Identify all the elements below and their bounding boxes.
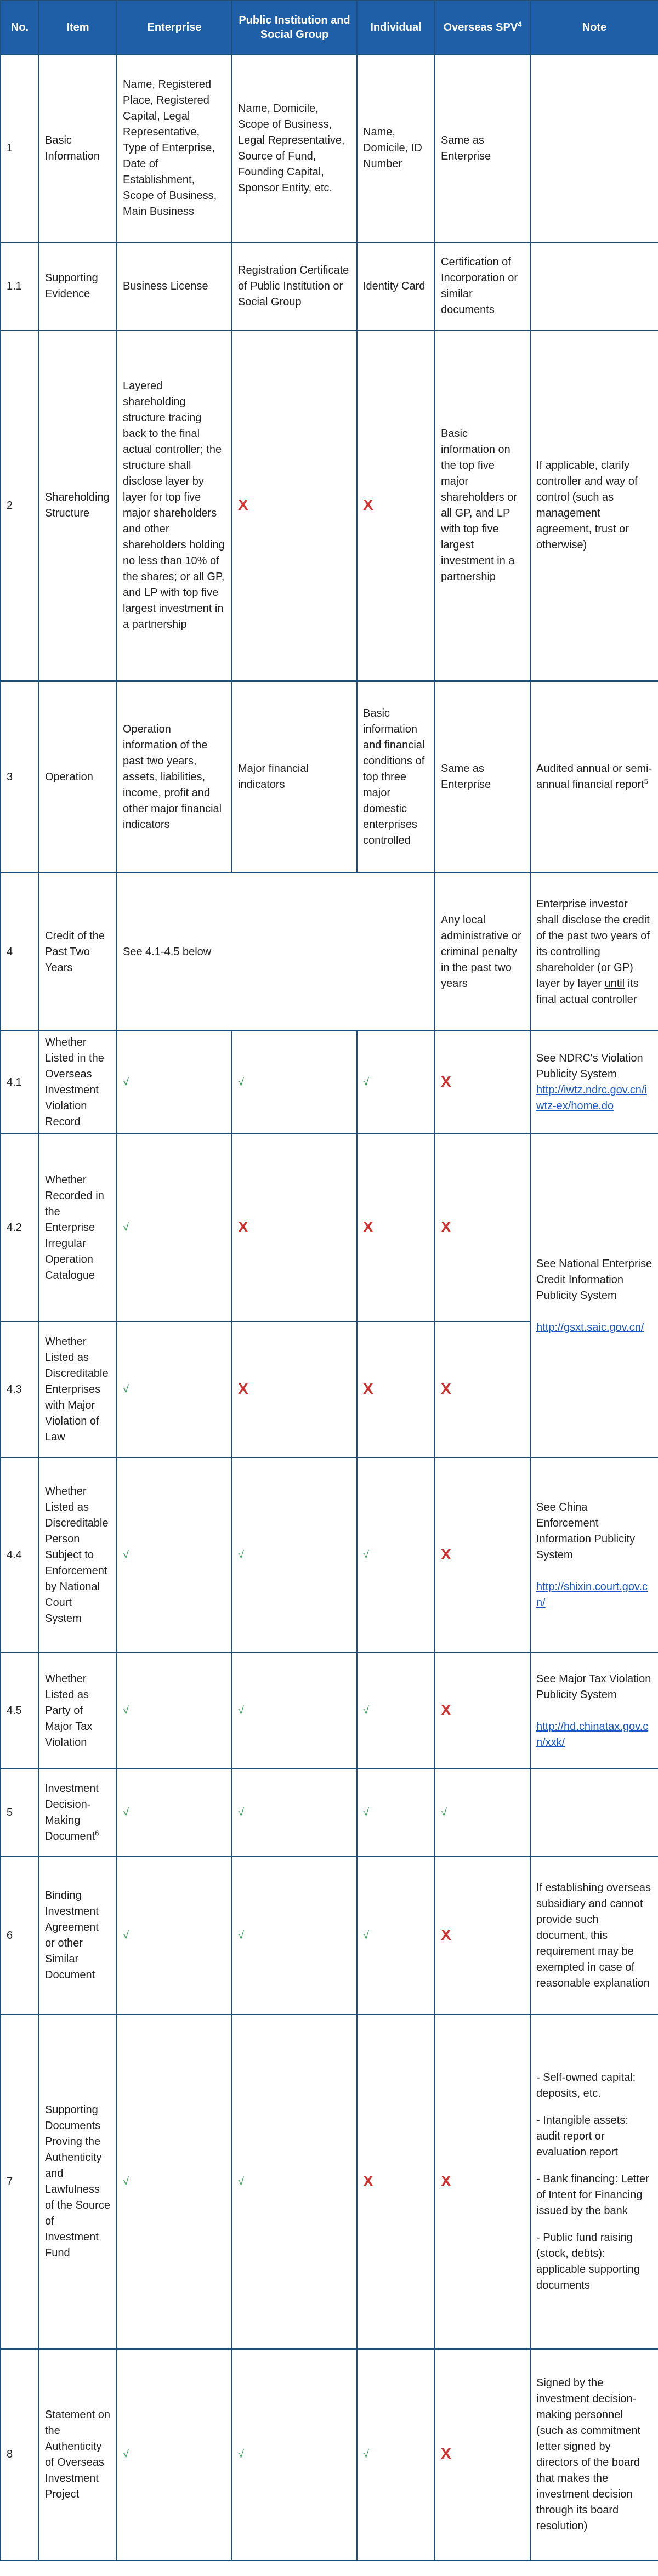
- cell-public-institution: [232, 1857, 357, 2015]
- cell-note: Signed by the investment decision-making personnel (such as commitment letter signed by directors of the board that makes the investment decision through its board resolution): [530, 2349, 658, 2560]
- cell-public-institution: Name, Domicile, Scope of Business, Legal Representative, Source of Fund, Founding Capital, Sponsor Entity, etc.: [232, 54, 357, 242]
- cell-public-institution: [232, 2349, 357, 2560]
- cell-note: [530, 54, 658, 242]
- table-row: [1, 242, 658, 330]
- check-mark-icon: √: [123, 2448, 129, 2460]
- cell-note: [530, 1653, 658, 1769]
- row-no: 2: [1, 330, 39, 681]
- row-item: Credit of the Past Two Years: [39, 873, 117, 1031]
- cross-mark-icon: X: [441, 1926, 451, 1943]
- cell-enterprise: [117, 1134, 232, 1321]
- cell-public-institution: [232, 1769, 357, 1857]
- shixin-link[interactable]: http://shixin.court.gov.cn/: [536, 1580, 648, 1609]
- cell-public-institution: Registration Certificate of Public Institution or Social Group: [232, 242, 357, 330]
- check-mark-icon: √: [363, 1929, 369, 1942]
- row-item: Whether Listed as Discreditable Enterprises with Major Violation of Law: [39, 1321, 117, 1457]
- cross-mark-icon: X: [441, 1545, 451, 1563]
- cross-mark-icon: X: [363, 2172, 373, 2189]
- cell-overseas-spv: [435, 1857, 530, 2015]
- row-item: Whether Recorded in the Enterprise Irregular Operation Catalogue: [39, 1134, 117, 1321]
- cell-note: [530, 242, 658, 330]
- check-mark-icon: √: [123, 1076, 129, 1088]
- check-mark-icon: √: [238, 1076, 244, 1088]
- row-no: 4.5: [1, 1653, 39, 1769]
- header-row: [1, 1, 658, 54]
- check-mark-icon: √: [238, 2175, 244, 2188]
- note-text: See National Enterprise Credit Information Publicity System: [536, 1257, 653, 1302]
- cell-note: If establishing overseas subsidiary and cannot provide such document, this requirement may be exempted in case of reasonable explanation: [530, 1857, 658, 2015]
- cell-public-institution: [232, 2015, 357, 2349]
- cell-public-institution: [232, 1653, 357, 1769]
- table-row: [1, 330, 658, 681]
- cell-overseas-spv: Any local administrative or criminal penalty in the past two years: [435, 873, 530, 1031]
- chinatax-link[interactable]: http://hd.chinatax.gov.cn/xxk/: [536, 1720, 649, 1749]
- cell-note: [530, 1457, 658, 1653]
- note-text: See NDRC's Violation Publicity System: [536, 1052, 643, 1080]
- check-mark-icon: √: [238, 1548, 244, 1561]
- row-no: 7: [1, 2015, 39, 2349]
- cell-overseas-spv: [435, 1769, 530, 1857]
- note-bullet: - Intangible assets: audit report or evaluation report: [536, 2114, 628, 2158]
- cell-individual: Identity Card: [357, 242, 435, 330]
- header-individual: Individual: [357, 1, 435, 54]
- row-no: 4.3: [1, 1321, 39, 1457]
- cross-mark-icon: X: [363, 1380, 373, 1397]
- table-row: [1, 1857, 658, 2015]
- row-no: 3: [1, 681, 39, 873]
- cell-public-institution: [232, 1134, 357, 1321]
- cell-note: [530, 2015, 658, 2349]
- check-mark-icon: √: [123, 1929, 129, 1942]
- check-mark-icon: √: [363, 1704, 369, 1717]
- row-no: 4.4: [1, 1457, 39, 1653]
- cell-enterprise: [117, 1031, 232, 1134]
- table-row: [1, 1457, 658, 1653]
- cell-individual: Basic information and financial conditions of top three major domestic enterprises controlled: [357, 681, 435, 873]
- check-mark-icon: √: [363, 2448, 369, 2460]
- note-bullet: - Self-owned capital: deposits, etc.: [536, 2072, 636, 2100]
- cell-overseas-spv: Same as Enterprise: [435, 681, 530, 873]
- gsxt-link[interactable]: http://gsxt.saic.gov.cn/: [536, 1321, 644, 1334]
- row-item: Whether Listed in the Overseas Investment Violation Record: [39, 1031, 117, 1134]
- row-item: Whether Listed as Party of Major Tax Violation: [39, 1653, 117, 1769]
- cell-note: [530, 1769, 658, 1857]
- note-text: Audited annual or semi-annual financial report: [536, 763, 653, 791]
- cell-public-institution: [232, 1457, 357, 1653]
- cell-individual: [357, 2349, 435, 2560]
- cell-individual: [357, 1321, 435, 1457]
- cell-note: [530, 873, 658, 1031]
- row-item: [39, 1769, 117, 1857]
- cell-individual: [357, 330, 435, 681]
- cross-mark-icon: X: [363, 496, 373, 513]
- cross-mark-icon: X: [238, 1218, 248, 1235]
- cell-individual: [357, 2015, 435, 2349]
- cell-enterprise: [117, 1769, 232, 1857]
- cell-overseas-spv: [435, 1457, 530, 1653]
- cell-public-institution: [232, 1031, 357, 1134]
- cross-mark-icon: X: [441, 1218, 451, 1235]
- row-no: 4.1: [1, 1031, 39, 1134]
- cross-mark-icon: X: [363, 1218, 373, 1235]
- table-row: [1, 54, 658, 242]
- header-overseas-spv: [435, 1, 530, 54]
- cell-overseas-spv: [435, 1031, 530, 1134]
- cell-see-below: See 4.1-4.5 below: [117, 873, 435, 1031]
- cross-mark-icon: X: [441, 1073, 451, 1090]
- note-underlined: until: [604, 977, 625, 990]
- table-row: [1, 1769, 658, 1857]
- check-mark-icon: √: [123, 1221, 129, 1234]
- check-mark-icon: √: [238, 1704, 244, 1717]
- table-row: [1, 1031, 658, 1134]
- ndrc-link[interactable]: http://iwtz.ndrc.gov.cn/iwtz-ex/home.do: [536, 1084, 647, 1112]
- cell-public-institution: Major financial indicators: [232, 681, 357, 873]
- check-mark-icon: √: [363, 1076, 369, 1088]
- cell-individual: [357, 1857, 435, 2015]
- row-item: Basic Information: [39, 54, 117, 242]
- check-mark-icon: √: [238, 1806, 244, 1819]
- table-row: [1, 1134, 658, 1321]
- cell-individual: [357, 1653, 435, 1769]
- cell-enterprise: Business License: [117, 242, 232, 330]
- row-item: Whether Listed as Discreditable Person Subject to Enforcement by National Court System: [39, 1457, 117, 1653]
- note-bullet: - Public fund raising (stock, debts): applicable supporting documents: [536, 2232, 640, 2291]
- cell-overseas-spv: Basic information on the top five major shareholders or all GP, and LP with top five largest investment in a partnership: [435, 330, 530, 681]
- header-item: Item: [39, 1, 117, 54]
- check-mark-icon: √: [363, 1806, 369, 1819]
- cell-individual: [357, 1031, 435, 1134]
- check-mark-icon: √: [123, 2175, 129, 2188]
- check-mark-icon: √: [238, 1929, 244, 1942]
- cross-mark-icon: X: [441, 1701, 451, 1718]
- header-enterprise: Enterprise: [117, 1, 232, 54]
- cell-individual: [357, 1134, 435, 1321]
- header-note: Note: [530, 1, 658, 54]
- row-item: Supporting Documents Proving the Authenticity and Lawfulness of the Source of Investment Fund: [39, 2015, 117, 2349]
- cell-note: If applicable, clarify controller and way of control (such as management agreement, trust or otherwise): [530, 330, 658, 681]
- cell-overseas-spv: [435, 2349, 530, 2560]
- row-item: Statement on the Authenticity of Overseas Investment Project: [39, 2349, 117, 2560]
- note-text: See Major Tax Violation Publicity System: [536, 1672, 651, 1701]
- cell-public-institution: [232, 1321, 357, 1457]
- check-mark-icon: √: [238, 2448, 244, 2460]
- row-no: 4.2: [1, 1134, 39, 1321]
- note-footnote: 5: [644, 777, 649, 786]
- row-item: Binding Investment Agreement or other Similar Document: [39, 1857, 117, 2015]
- check-mark-icon: √: [441, 1806, 447, 1819]
- check-mark-icon: √: [123, 1548, 129, 1561]
- cell-note: [530, 1134, 658, 1457]
- table-row: [1, 2349, 658, 2560]
- row-no: 8: [1, 2349, 39, 2560]
- row-no: 1.1: [1, 242, 39, 330]
- cross-mark-icon: X: [441, 2172, 451, 2189]
- row-item: Supporting Evidence: [39, 242, 117, 330]
- row-item: Operation: [39, 681, 117, 873]
- table-row: [1, 873, 658, 1031]
- cell-individual: [357, 1457, 435, 1653]
- cell-overseas-spv: [435, 2015, 530, 2349]
- row-item: Shareholding Structure: [39, 330, 117, 681]
- check-mark-icon: √: [363, 1548, 369, 1561]
- table-row: [1, 2015, 658, 2349]
- cell-overseas-spv: [435, 1653, 530, 1769]
- cell-enterprise: Layered shareholding structure tracing back to the final actual controller; the structure shall disclose layer by layer for top five major shareholders and other shareholders holding no less than 10% of the shares; or all GP, and LP with top five largest investment in a partnership: [117, 330, 232, 681]
- note-text: See China Enforcement Information Publicity System: [536, 1501, 636, 1561]
- cell-enterprise: [117, 2349, 232, 2560]
- check-mark-icon: √: [123, 1383, 129, 1395]
- check-mark-icon: √: [123, 1704, 129, 1717]
- cell-enterprise: Operation information of the past two years, assets, liabilities, income, profit and other major financial indicators: [117, 681, 232, 873]
- cross-mark-icon: X: [441, 2445, 451, 2462]
- cell-note: [530, 1031, 658, 1134]
- cross-mark-icon: X: [441, 1380, 451, 1397]
- note-text: Enterprise investor shall disclose the credit of the past two years of its controlling shareholder (or GP) layer by layer: [536, 898, 650, 990]
- cross-mark-icon: X: [238, 1380, 248, 1397]
- row-no: 6: [1, 1857, 39, 2015]
- header-spv-label: Overseas SPV: [443, 21, 518, 33]
- cell-overseas-spv: Certification of Incorporation or similar documents: [435, 242, 530, 330]
- cell-public-institution: [232, 330, 357, 681]
- cross-mark-icon: X: [238, 496, 248, 513]
- cell-note: [530, 681, 658, 873]
- cell-overseas-spv: [435, 1134, 530, 1321]
- row-no: 5: [1, 1769, 39, 1857]
- cell-individual: Name, Domicile, ID Number: [357, 54, 435, 242]
- cell-enterprise: [117, 1857, 232, 2015]
- cell-overseas-spv: [435, 1321, 530, 1457]
- item-footnote: 6: [95, 1829, 99, 1837]
- header-spv-footnote: 4: [518, 20, 522, 29]
- item-text: Investment Decision-Making Document: [45, 1783, 99, 1842]
- check-mark-icon: √: [123, 1806, 129, 1819]
- row-no: 4: [1, 873, 39, 1031]
- table-row: [1, 681, 658, 873]
- cell-enterprise: [117, 2015, 232, 2349]
- cell-enterprise: [117, 1653, 232, 1769]
- cell-individual: [357, 1769, 435, 1857]
- cell-overseas-spv: Same as Enterprise: [435, 54, 530, 242]
- cell-enterprise: [117, 1457, 232, 1653]
- note-bullet: - Bank financing: Letter of Intent for Financing issued by the bank: [536, 2173, 649, 2217]
- note-text-end: its final actual controller: [536, 977, 639, 1006]
- cell-enterprise: Name, Registered Place, Registered Capital, Legal Representative, Type of Enterprise, Date of Establishment, Scope of Business, Main Business: [117, 54, 232, 242]
- cell-enterprise: [117, 1321, 232, 1457]
- header-public-institution: Public Institution and Social Group: [232, 1, 357, 54]
- table-row: [1, 1653, 658, 1769]
- header-no: No.: [1, 1, 39, 54]
- row-no: 1: [1, 54, 39, 242]
